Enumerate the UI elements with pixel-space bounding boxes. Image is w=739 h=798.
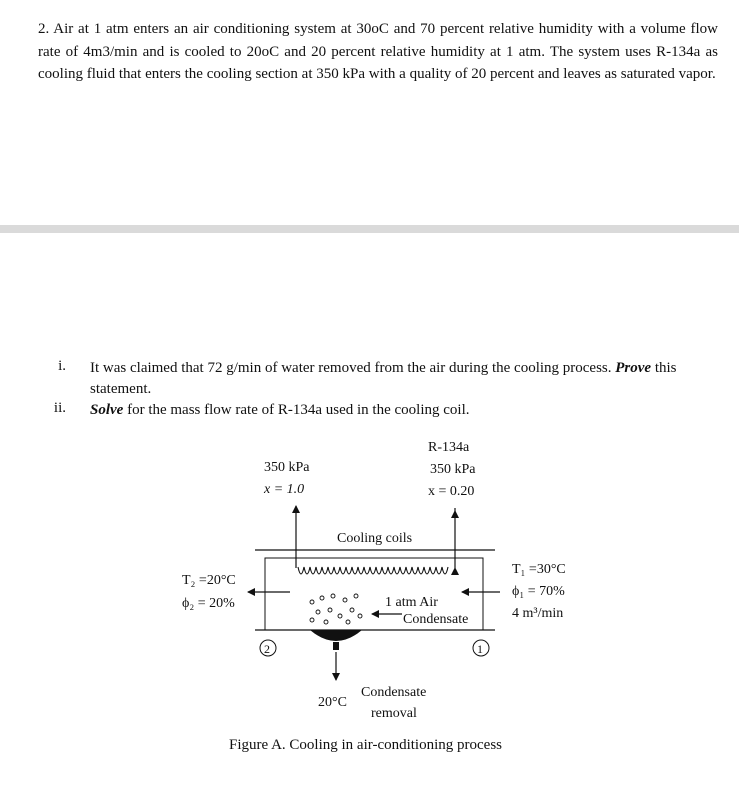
question-text-end: this statement.	[90, 360, 677, 397]
inlet-temperature-label: T₁ =30°C	[512, 562, 566, 577]
condensate-label: Condensate	[403, 612, 469, 627]
state-1-label: 1	[477, 642, 483, 656]
inlet-quality-label: x = 0.20	[428, 484, 475, 499]
question-text	[90, 358, 718, 400]
exit-humidity-label: ϕ₂ = 20%	[182, 596, 235, 611]
outlet-quality-label: x = 1.0	[264, 482, 305, 497]
drain-temperature-label: 20°C	[318, 695, 347, 710]
condensate-drain-pan	[310, 630, 362, 641]
cooling-coil	[298, 567, 448, 574]
drain-pipe	[333, 642, 339, 650]
exit-temperature-label: T₂ =20°C	[182, 573, 236, 588]
question-emphasis: Solve	[90, 402, 124, 418]
air-label: 1 atm Air	[385, 595, 438, 610]
cooling-coils-label: Cooling coils	[337, 531, 413, 546]
problem-statement: 2. Air at 1 atm enters an air conditioning system at 30oC and 70 percent relative humidity with a volume flow rate of 4m3/min and is cooled to 20oC and 20 percent relative humidity at 1 atm. The system uses R-134a as cooling fluid that enters the cooling section at 350 kPa with a quality of 20 percent and leaves as saturated vapor.	[38, 21, 718, 82]
question-text-end: for the mass flow rate of R-134a used in the cooling coil.	[123, 402, 470, 418]
question-emphasis: Prove	[615, 360, 652, 376]
condensate-droplets	[310, 594, 362, 624]
cooling-figure	[0, 430, 739, 760]
r134a-inlet-arrowhead	[451, 510, 459, 518]
state-2-label: 2	[264, 642, 270, 656]
condensate-removal-label-2: removal	[371, 706, 417, 721]
question-number: i.	[58, 358, 66, 374]
question-number: ii.	[53, 400, 66, 416]
cooling-diagram	[0, 430, 739, 760]
section-divider	[0, 225, 739, 233]
r134a-label: R-134a	[428, 440, 470, 455]
question-text	[90, 400, 718, 421]
figure-caption: Figure A. Cooling in air-conditioning process	[229, 737, 503, 753]
inlet-flow-label: 4 m³/min	[512, 606, 564, 621]
inlet-humidity-label: ϕ₁ = 70%	[512, 584, 565, 599]
condensate-removal-label: Condensate	[361, 685, 427, 700]
outlet-pressure-label: 350 kPa	[264, 460, 310, 475]
inlet-pressure-label: 350 kPa	[430, 462, 476, 477]
question-text-start: It was claimed that 72 g/min of water removed from the air during the cooling process.	[90, 360, 616, 376]
